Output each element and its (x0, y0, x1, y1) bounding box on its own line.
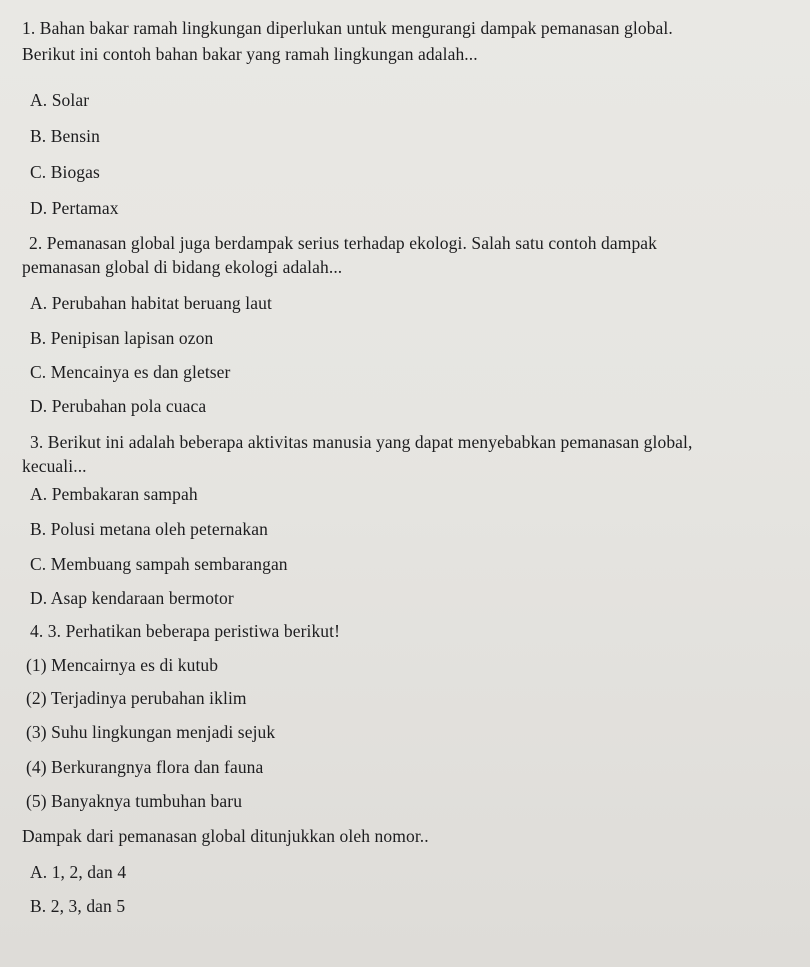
question-1-line-2: Berikut ini contoh bahan bakar yang ramah lingkungan adalah... (22, 44, 478, 64)
question-3-option-c: C. Membuang sampah sembarangan (30, 554, 288, 574)
question-1-option-d: D. Pertamax (30, 198, 119, 218)
question-3-option-d: D. Asap kendaraan bermotor (30, 588, 234, 608)
question-2-line-2: pemanasan global di bidang ekologi adalah... (22, 257, 343, 277)
question-3-line-1: 3. Berikut ini adalah beberapa aktivitas manusia yang dapat menyebabkan pemanasan global, (30, 432, 693, 452)
question-2-option-d: D. Perubahan pola cuaca (30, 396, 207, 416)
question-2-option-a: A. Perubahan habitat beruang laut (30, 293, 272, 313)
question-4-option-a: A. 1, 2, dan 4 (30, 862, 127, 882)
question-4-line-1: 4. 3. Perhatikan beberapa peristiwa berikut! (30, 621, 341, 641)
question-2-option-c: C. Mencainya es dan gletser (30, 362, 231, 382)
question-4-option-b: B. 2, 3, dan 5 (30, 896, 126, 916)
question-1-option-c: C. Biogas (30, 162, 100, 182)
question-4-statement-2: (2) Terjadinya perubahan iklim (26, 688, 247, 708)
question-1-line-1: 1. Bahan bakar ramah lingkungan diperlukan untuk mengurangi dampak pemanasan global. (22, 18, 673, 38)
question-4-question: Dampak dari pemanasan global ditunjukkan oleh nomor.. (22, 826, 429, 846)
question-3-option-b: B. Polusi metana oleh peternakan (30, 519, 268, 539)
question-2-line-1: 2. Pemanasan global juga berdampak serius terhadap ekologi. Salah satu contoh dampak (29, 233, 658, 253)
question-1-option-b: B. Bensin (30, 126, 100, 146)
question-4-statement-1: (1) Mencairnya es di kutub (26, 655, 219, 675)
question-4-statement-5: (5) Banyaknya tumbuhan baru (26, 791, 243, 811)
question-1-option-a: A. Solar (30, 90, 90, 110)
question-4-statement-3: (3) Suhu lingkungan menjadi sejuk (26, 722, 276, 742)
question-2-option-b: B. Penipisan lapisan ozon (30, 328, 214, 348)
question-4-statement-4: (4) Berkurangnya flora dan fauna (26, 757, 264, 777)
question-3-line-2: kecuali... (22, 456, 87, 476)
question-3-option-a: A. Pembakaran sampah (30, 484, 198, 504)
